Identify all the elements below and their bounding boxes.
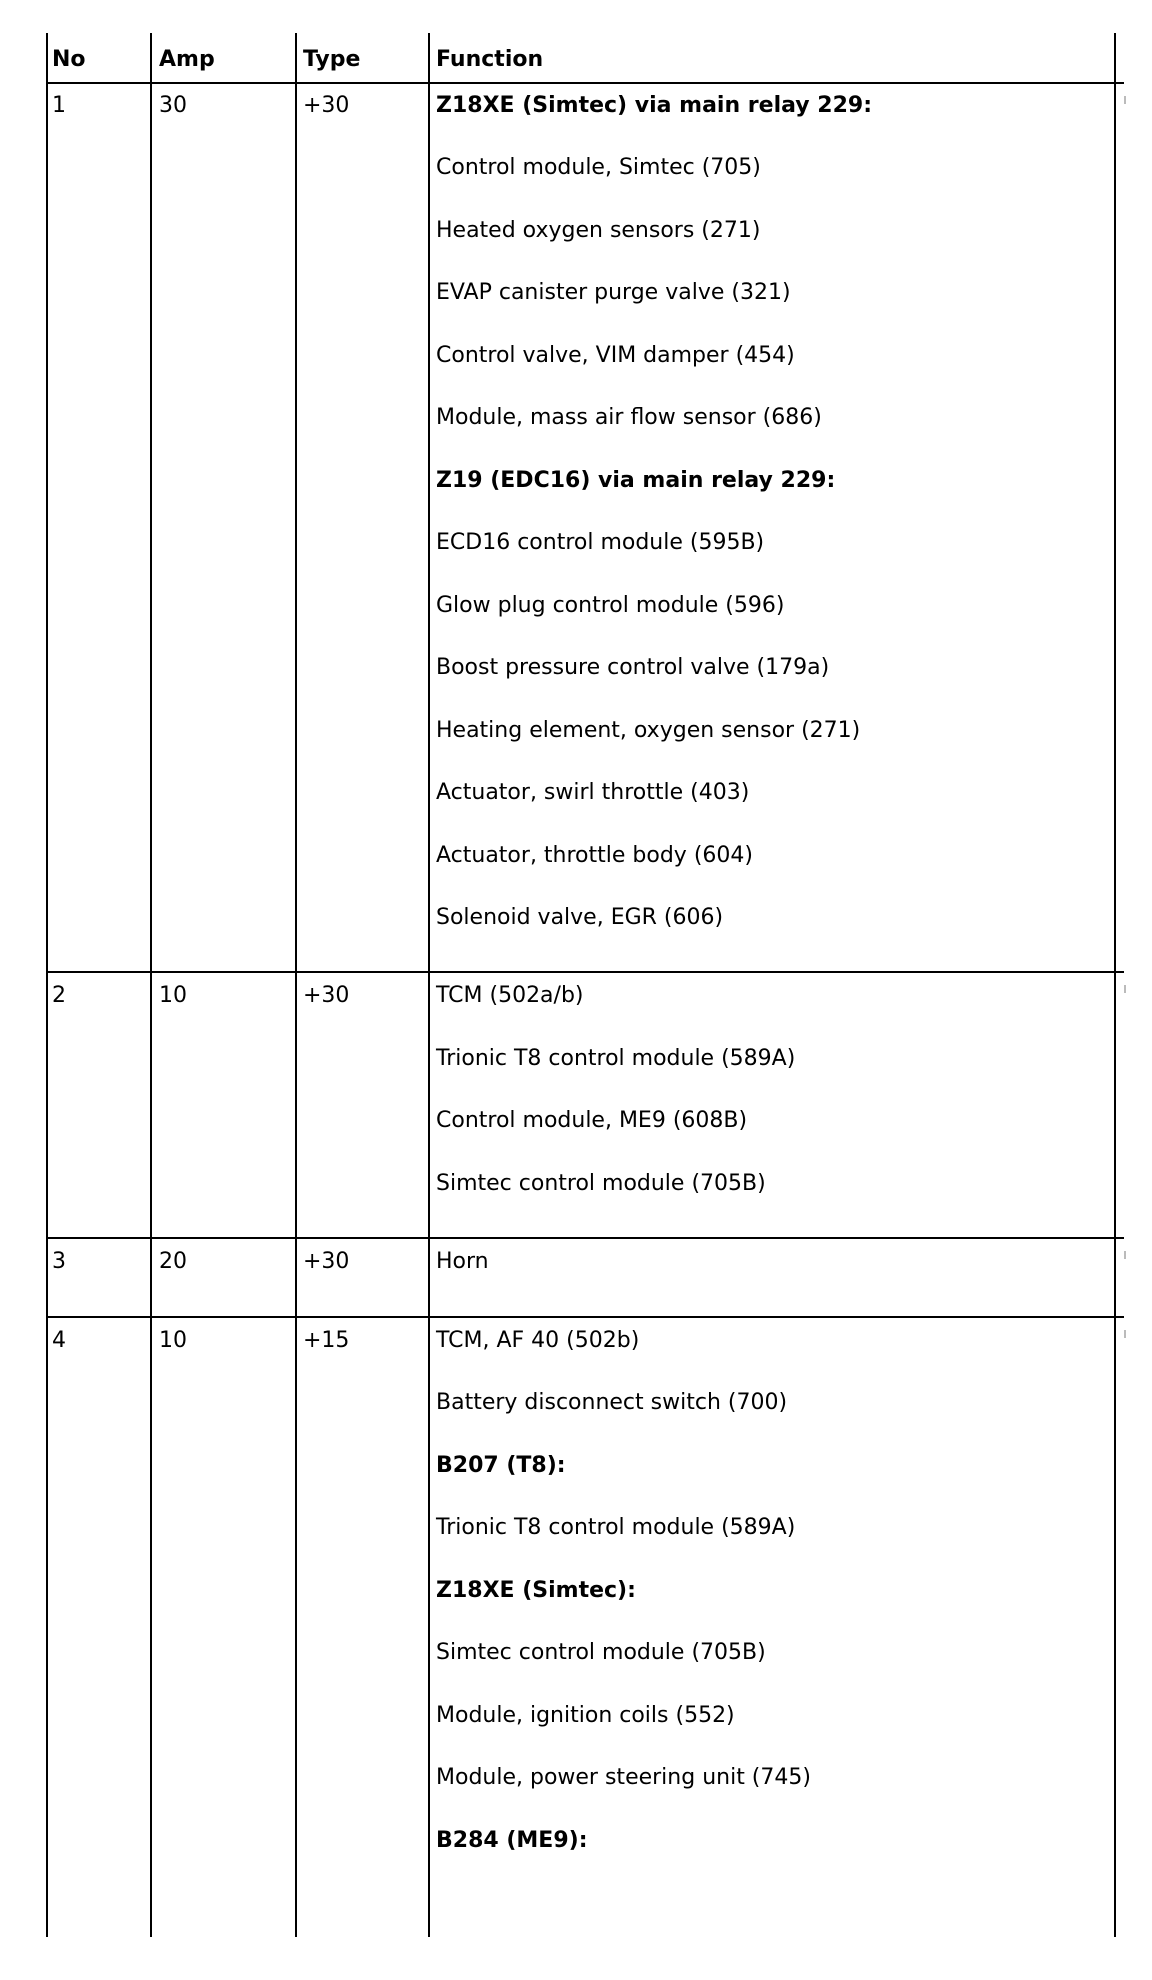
row-4-no: 4: [52, 1328, 66, 1353]
edge-tick: [1124, 96, 1126, 104]
column-rule-amp-type: [295, 33, 297, 1937]
edge-tick: [1124, 1330, 1126, 1338]
row-2-function-line: Control module, ME9 (608B): [436, 1108, 748, 1133]
column-rule-right: [1114, 33, 1116, 1937]
edge-tick: [1124, 1251, 1126, 1259]
row-3-amp: 20: [159, 1249, 187, 1274]
edge-tick: [1124, 985, 1126, 993]
row-1-type: +30: [303, 93, 350, 118]
row-1-function-line: Module, mass air flow sensor (686): [436, 405, 822, 430]
row-rule: [46, 971, 1124, 973]
row-4-function-line: TCM, AF 40 (502b): [436, 1328, 640, 1353]
row-1-function-line: EVAP canister purge valve (321): [436, 280, 791, 305]
row-1-function-line: Actuator, swirl throttle (403): [436, 780, 750, 805]
header-no: No: [52, 47, 86, 72]
row-1-function-line: Glow plug control module (596): [436, 593, 785, 618]
column-rule-no-amp: [150, 33, 152, 1937]
row-1-function-line: Boost pressure control valve (179a): [436, 655, 830, 680]
header-rule: [46, 82, 1124, 84]
row-4-function-line: Module, ignition coils (552): [436, 1703, 735, 1728]
header-function: Function: [436, 47, 544, 72]
row-4-function-line: Z18XE (Simtec):: [436, 1578, 636, 1603]
row-1-function-line: Heating element, oxygen sensor (271): [436, 718, 861, 743]
row-1-function-line: Z18XE (Simtec) via main relay 229:: [436, 93, 872, 118]
row-1-function-line: Control valve, VIM damper (454): [436, 343, 795, 368]
row-1-no: 1: [52, 93, 66, 118]
row-4-function-line: Trionic T8 control module (589A): [436, 1515, 796, 1540]
row-rule: [46, 1237, 1124, 1239]
row-4-function-line: B284 (ME9):: [436, 1828, 588, 1853]
row-1-function-line: Actuator, throttle body (604): [436, 843, 753, 868]
header-amp: Amp: [159, 47, 215, 72]
row-4-function-line: Module, power steering unit (745): [436, 1765, 811, 1790]
row-3-no: 3: [52, 1249, 66, 1274]
row-4-function-line: Battery disconnect switch (700): [436, 1390, 788, 1415]
row-2-function-line: TCM (502a/b): [436, 983, 584, 1008]
row-rule: [46, 1316, 1124, 1318]
row-2-no: 2: [52, 983, 66, 1008]
row-2-function-line: Trionic T8 control module (589A): [436, 1046, 796, 1071]
row-4-function-line: Simtec control module (705B): [436, 1640, 766, 1665]
column-rule-type-function: [428, 33, 430, 1937]
row-1-function-line: ECD16 control module (595B): [436, 530, 765, 555]
row-4-amp: 10: [159, 1328, 187, 1353]
row-1-amp: 30: [159, 93, 187, 118]
row-2-type: +30: [303, 983, 350, 1008]
row-2-function-line: Simtec control module (705B): [436, 1171, 766, 1196]
row-4-function-line: B207 (T8):: [436, 1453, 566, 1478]
header-type: Type: [303, 47, 361, 72]
row-4-type: +15: [303, 1328, 350, 1353]
row-1-function-line: Control module, Simtec (705): [436, 155, 761, 180]
row-3-type: +30: [303, 1249, 350, 1274]
row-3-function-line: Horn: [436, 1249, 489, 1274]
column-rule-left: [46, 33, 48, 1937]
row-2-amp: 10: [159, 983, 187, 1008]
row-1-function-line: Solenoid valve, EGR (606): [436, 905, 724, 930]
row-1-function-line: Z19 (EDC16) via main relay 229:: [436, 468, 836, 493]
row-1-function-line: Heated oxygen sensors (271): [436, 218, 761, 243]
